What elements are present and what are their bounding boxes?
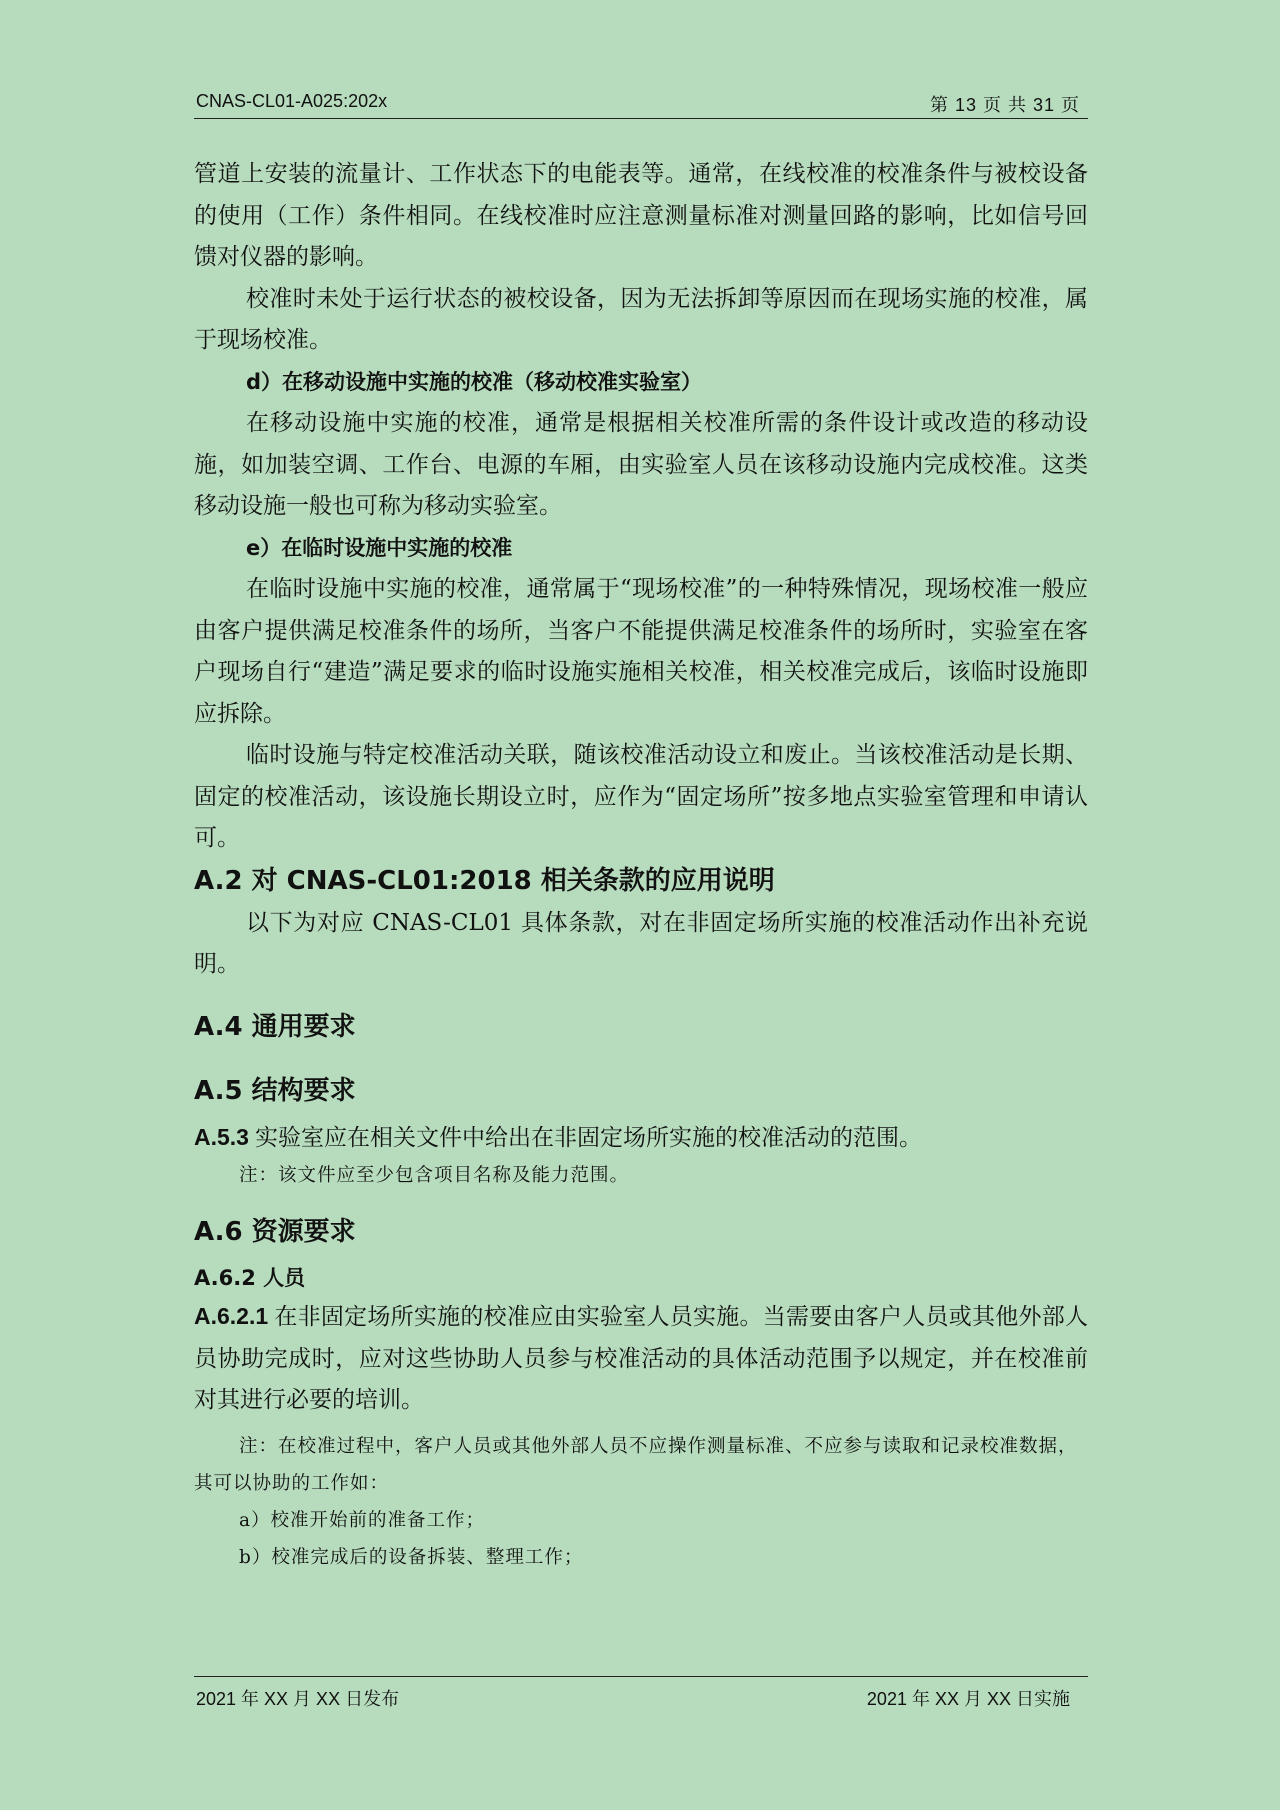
paragraph: 校准时未处于运行状态的被校设备，因为无法拆卸等原因而在现场实施的校准，属于现场校准。 [194, 285, 1088, 353]
page-header [194, 88, 1088, 119]
subsection-title-d: d）在移动设施中实施的校准（移动校准实验室） [246, 369, 703, 394]
clause-text: 在非固定场所实施的校准应由实验室人员实施。当需要由客户人员或其他外部人员协助完成时，应对这些协助人员参与校准活动的具体活动范围予以规定，并在校准前对其进行必要的培训。 [194, 1304, 1088, 1413]
section-heading-a4: A.4 通用要求 [194, 1011, 356, 1042]
subsection-title-e: e）在临时设施中实施的校准 [246, 535, 513, 560]
publish-date: 2021 年 XX 月 XX 日发布 [196, 1689, 400, 1709]
clause-number: A.6.2.1 [194, 1303, 269, 1329]
paragraph: 临时设施与特定校准活动关联，随该校准活动设立和废止。当该校准活动是长期、固定的校准活动，该设施长期设立时，应作为“固定场所”按多地点实验室管理和申请认可。 [194, 742, 1088, 851]
note: 注：该文件应至少包含项目名称及能力范围。 [239, 1165, 630, 1186]
note: 注：在校准过程中，客户人员或其他外部人员不应操作测量标准、不应参与读取和记录校准数据，其可以协助的工作如： [194, 1435, 1078, 1494]
section-heading-a2: A.2 对 CNAS-CL01:2018 相关条款的应用说明 [194, 865, 775, 896]
clause-a53 [194, 1117, 1088, 1160]
page-footer [194, 1676, 1088, 1709]
paragraph: 在移动设施中实施的校准，通常是根据相关校准所需的条件设计或改造的移动设施，如加装空调、工作台、电源的车厢，由实验室人员在该移动设施内完成校准。这类移动设施一般也可称为移动实验室。 [194, 410, 1088, 519]
section-heading-a5: A.5 结构要求 [194, 1075, 356, 1106]
page-number: 第 13 页 共 31 页 [929, 95, 1080, 115]
subsection-heading-a62: A.6.2 人员 [194, 1266, 306, 1290]
implement-date: 2021 年 XX 月 XX 日实施 [866, 1689, 1070, 1709]
clause-text: 实验室应在相关文件中给出在非固定场所实施的校准活动的范围。 [254, 1124, 922, 1151]
note-list-item: a）校准开始前的准备工作； [239, 1509, 486, 1531]
document-id: CNAS-CL01-A025:202x [196, 91, 388, 111]
page-body [194, 154, 1088, 1576]
section-heading-a6: A.6 资源要求 [194, 1217, 356, 1247]
paragraph: 在临时设施中实施的校准，通常属于“现场校准”的一种特殊情况，现场校准一般应由客户提供满足校准条件的场所，当客户不能提供满足校准条件的场所时，实验室在客户现场自行“建造”满足要求的临时设施实施相关校准，相关校准完成后，该临时设施即应拆除。 [194, 576, 1088, 727]
clause-number: A.5.3 [194, 1123, 249, 1150]
paragraph: 以下为对应 CNAS-CL01 具体条款，对在非固定场所实施的校准活动作出补充说明。 [194, 909, 1088, 977]
paragraph: 管道上安装的流量计、工作状态下的电能表等。通常，在线校准的校准条件与被校设备的使用（工作）条件相同。在线校准时应注意测量标准对测量回路的影响，比如信号回馈对仪器的影响。 [194, 161, 1088, 270]
note-list-item: b）校准完成后的设备拆装、整理工作； [239, 1546, 584, 1568]
clause-a621 [194, 1296, 1088, 1422]
